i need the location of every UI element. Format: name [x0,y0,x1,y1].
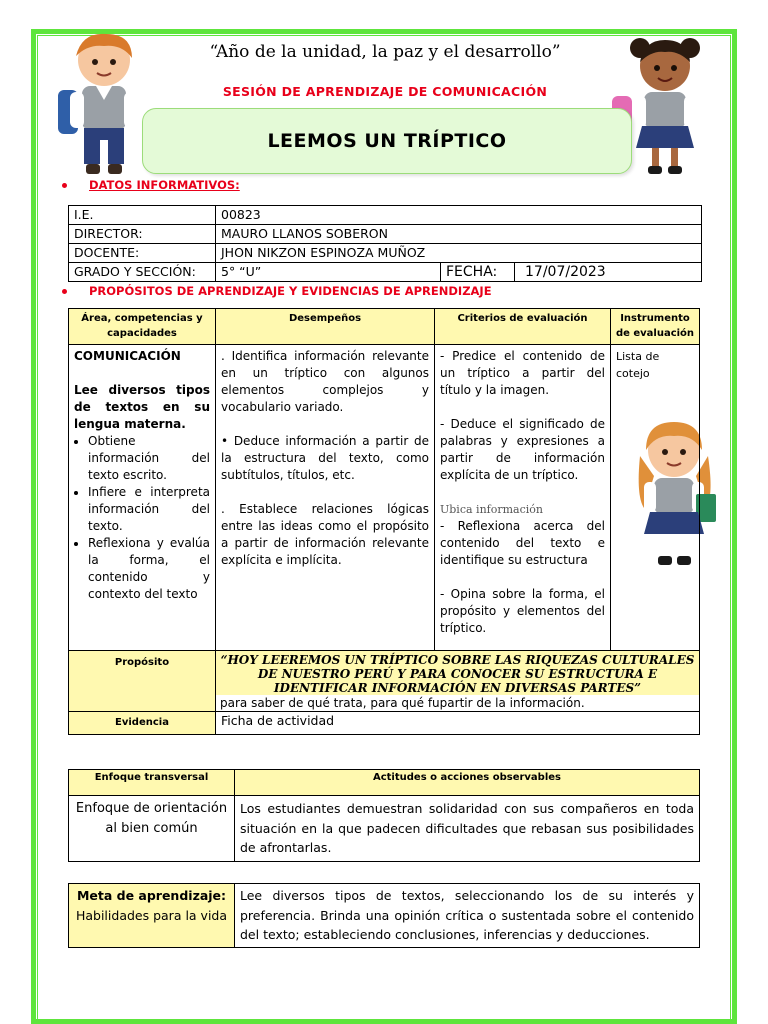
header-enfoque: Enfoque transversal [69,770,235,796]
instrumento-cell: Lista de cotejo [611,345,700,651]
capacidades-list [74,433,210,603]
table-row [69,712,700,735]
bullet-icon [62,183,67,188]
desempeno-item: . Establece relaciones lógicas entre las ideas como el propósito a partir de información relevante explícita e implícita. [221,502,429,567]
learning-purposes-table [68,308,700,735]
competencia: Lee diversos tipos de textos en su lengua materna. [74,383,210,431]
desempenos-cell [216,345,435,651]
section-heading-propositos: PROPÓSITOS DE APRENDIZAJE Y EVIDENCIAS DE APRENDIZAJE [62,284,492,298]
criterio-item: - Reflexiona acerca del contenido del texto e identifique su estructura [440,519,605,567]
header-area: Área, competencias y capacidades [69,309,216,345]
section-heading-datos: DATOS INFORMATIVOS: [62,178,240,192]
bullet-icon [62,289,67,294]
table-row [69,225,702,244]
proposito-extra: para saber de qué trata, para qué fupartir de la información. [216,695,699,711]
header-desempenos: Desempeños [216,309,435,345]
meta-table [68,883,700,948]
table-header-row [69,309,700,345]
director-label: DIRECTOR: [69,225,216,244]
desempeno-item: • Deduce información a partir de la estructura del texto, como subtítulos, títulos, etc. [221,434,429,482]
evidencia-value: Ficha de actividad [216,712,700,735]
meta-text: Lee diversos tipos de textos, seleccionando los de su interés y preferencia. Brinda una opinión crítica o sustentada sobre el contenido del texto; estableciendo conclusiones, inferencias y deducciones. [235,884,700,948]
header-criterios: Criterios de evaluación [435,309,611,345]
list-item: • Infiere e interpreta información del texto. [88,484,210,535]
desempeno-item: . Identifica información relevante en un tríptico con algunos elementos complejos y vocabulario variado. [221,349,429,414]
criterio-item: - Opina sobre la forma, el propósito y elementos del tríptico. [440,587,605,635]
meta-sub: Habilidades para la vida [75,907,228,923]
header-actitudes: Actitudes o acciones observables [235,770,700,796]
proposito-cell [216,651,700,712]
table-header-row [69,770,700,796]
ie-value: 00823 [216,206,702,225]
list-item: • Reflexiona y evalúa la forma, el contenido y contexto del texto [88,535,210,603]
meta-label: Meta de aprendizaje: [76,888,227,903]
table-row [69,796,700,862]
ubica-note: Ubica información [440,503,543,516]
fecha-value: 17/07/2023 [515,263,702,282]
page-title: LEEMOS UN TRÍPTICO [267,130,507,152]
area-name: COMUNICACIÓN [74,349,181,363]
evidencia-label: Evidencia [69,712,216,735]
table-row [69,651,700,712]
enfoque-table [68,769,700,862]
criterio-item: - Predice el contenido de un tríptico a partir del título y la imagen. [440,349,605,397]
area-cell [69,345,216,651]
docente-label: DOCENTE: [69,244,216,263]
table-row [69,263,702,282]
proposito-label: Propósito [69,651,216,712]
criterios-cell [435,345,611,651]
info-table [68,205,702,282]
grado-value: 5° “U” [216,263,441,282]
criterio-item: - Deduce el significado de palabras y expresiones a partir de información explícita de un tríptico. [440,417,605,482]
enfoque-name: Enfoque de orientación al bien común [69,796,235,862]
table-row [69,206,702,225]
table-row [69,244,702,263]
session-subtitle: SESIÓN DE APRENDIZAJE DE COMUNICACIÓN [222,84,548,99]
year-motto: “Año de la unidad, la paz y el desarrollo” [209,42,561,62]
table-row [69,884,700,948]
table-row [69,345,700,651]
director-value: MAURO LLANOS SOBERON [216,225,702,244]
list-item: • Obtiene información del texto escrito. [88,433,210,484]
ie-label: I.E. [69,206,216,225]
meta-label-cell [69,884,235,948]
enfoque-actions: Los estudiantes demuestran solidaridad con sus compañeros en toda situación en la que padecen dificultades que rebasan sus posibilidades de afrontarlas. [235,796,700,862]
docente-value: JHON NIKZON ESPINOZA MUÑOZ [216,244,702,263]
proposito-text: “HOY LEEREMOS UN TRÍPTICO SOBRE LAS RIQUEZAS CULTURALES DE NUESTRO PERÚ Y PARA CONOCER SU ESTRUCTURA E IDENTIFICAR INFORMACIÓN EN DIVERSAS PARTES” [220,653,695,695]
header-instrumento: Instrumento de evaluación [611,309,700,345]
fecha-label: FECHA: [441,263,515,282]
grado-label: GRADO Y SECCIÓN: [69,263,216,282]
